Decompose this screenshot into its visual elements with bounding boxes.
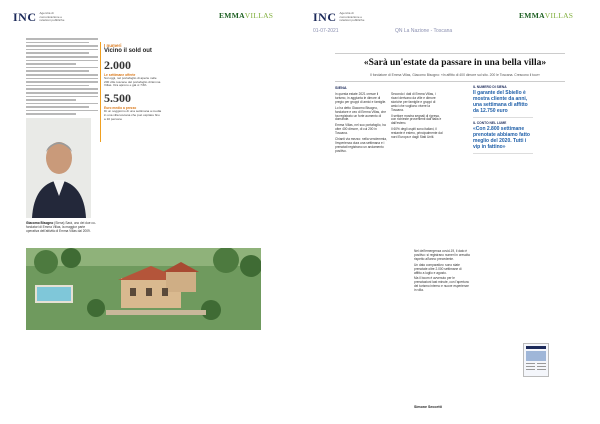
col3-para-1: Nel dell'emergenza covid-19, il dato è positivo: si registrano numeri in crescita rispetto all'anno precedente. bbox=[414, 249, 470, 261]
portrait-illustration bbox=[26, 118, 91, 218]
newspaper-thumbnail bbox=[523, 343, 549, 377]
emma-villas-logo-right bbox=[519, 11, 573, 20]
section-label: SIENA bbox=[335, 86, 347, 90]
col2-para-1: Secondo i dati di Emma Villas, i ricavi derivano da ville e dimore storiche per famiglie e gruppi di amici che vogliono vivere la Toscana. bbox=[391, 92, 436, 112]
headline-divider-bottom bbox=[335, 81, 565, 82]
article-author: Simone Seccetti bbox=[414, 405, 442, 409]
villa-illustration bbox=[26, 248, 261, 330]
brand-em-right: EM bbox=[519, 11, 532, 20]
villa-photo bbox=[26, 248, 261, 330]
col2-para-2: Il settore mostra segnali di ripresa, con richieste provenienti dall'Italia e dall'estero. bbox=[391, 113, 442, 126]
inc-logo-mark-right: INC bbox=[313, 10, 337, 24]
brand-ma-right: MA bbox=[531, 11, 545, 20]
inc-logo-mark: INC bbox=[13, 10, 37, 24]
portrait-caption bbox=[26, 222, 98, 234]
sidebar-quote-1: Il garante del Sbiello è mostra cliente da anni, una settimana di affitto da 12.750 euro bbox=[473, 90, 533, 118]
col1-para-4: Chianti via mezzo: nella vendemmia, l'esperienza dura una settimana e i prenotati registrano un andamento positivo. bbox=[335, 137, 387, 153]
col2-para-3: Il 60% degli ospiti sono italiani, il restante è estero, principalmente dal nord Europa e dagli Stati Uniti. bbox=[391, 127, 443, 140]
portrait-photo bbox=[26, 118, 91, 218]
numbers-header: I numeri bbox=[104, 43, 122, 48]
thumbnail-illustration bbox=[524, 344, 548, 376]
article-column-2 bbox=[391, 93, 443, 142]
caption-name: Giacomo Bisogno bbox=[26, 221, 54, 225]
sidebar-label-2: IL CONTO NEL LUME bbox=[473, 121, 507, 125]
inc-logo-tagline-right: Agenzia di comunicazione e relazioni pubbliche bbox=[339, 11, 365, 23]
emma-villas-logo bbox=[219, 11, 273, 20]
stat-value-2: 5.500 bbox=[104, 91, 131, 106]
col1-para-1: In questa estate 2021 cresce il turismo, in aggiunta le dimore di pregio per gruppi di amici e famiglie. bbox=[335, 92, 387, 104]
sidebar-quote-2: «Con 2.800 settimane prenotate abbiamo fatto meglio del 2020. Tutti i vip in fattino» bbox=[473, 126, 533, 154]
quote-sidebar bbox=[473, 85, 533, 157]
numbers-box bbox=[100, 42, 162, 142]
article-text-column bbox=[26, 38, 98, 117]
article-column-3 bbox=[414, 250, 470, 295]
stat-desc-2: Di un soggiorno di una settimana a media in una villa toscana che può ospitare fino a 10 persone bbox=[104, 109, 162, 121]
article-headline: «Sarà un'estate da passare in una bella villa» bbox=[363, 58, 547, 68]
sidebar-label-1: IL NUMERO DI SIENA bbox=[473, 85, 507, 89]
publication-date: 01-07-2021 bbox=[313, 28, 339, 34]
publication-source: QN La Nazione - Toscana bbox=[395, 28, 453, 34]
col1-para-3: Emma Villas, nel suo portafoglio, ha oltre 400 dimore, di cui 200 in Toscana. bbox=[335, 123, 386, 136]
col1-para-2: Lo ha detto Giacomo Bisogno, fondatore e ceo di Emma Villas, che ha registrato un forte aumento di domande. bbox=[335, 105, 386, 122]
numbers-title: Vicino il sold out bbox=[104, 48, 152, 54]
article-column-1 bbox=[335, 93, 387, 156]
caption-text: (Siena) Sarà, uno dei due co-fondatori di Emma Villas, la maggior parte operativa dell'attività di Emma Villas dal 2009. bbox=[26, 221, 96, 233]
headline-divider-top bbox=[335, 53, 565, 54]
stat-value-1: 2.000 bbox=[104, 58, 131, 72]
inc-logo bbox=[13, 10, 66, 25]
brand-em: EM bbox=[219, 11, 232, 20]
col3-para-3: Ma il boom è avvenuto per le prenotazioni last minute, con l'apertura del turismo interno e nuove esperienze in villa. bbox=[414, 276, 469, 293]
brand-villas: VILLAS bbox=[244, 11, 274, 20]
brand-villas-right: VILLAS bbox=[544, 11, 574, 20]
brand-ma: MA bbox=[231, 11, 245, 20]
stat-label-2: Euro medio a prezzo bbox=[104, 106, 137, 111]
text-lines-decorative bbox=[26, 38, 98, 115]
col3-para-2: Un dato comparativo: sono state prenotate oltre 2.000 settimane di affitto a luglio e agosto. bbox=[414, 262, 462, 275]
stat-desc-1: Sul oggi, nel portafoglio di aperte nelle 200 ville toscane del portafoglio di Emma Villas. Ora aprono e già vi 74% bbox=[104, 76, 161, 88]
inc-logo-tagline: Agenzia di comunicazione e relazioni pubbliche bbox=[39, 11, 65, 23]
article-subhead: Il fondatore di Emma Villas, Giacomo Bisogno: «In affitto di 400 dimore sul sito. 200 le Toscana. Crescono il tour» bbox=[370, 73, 540, 77]
stat-label-1: Le settimane offerte bbox=[104, 73, 136, 77]
inc-logo-right bbox=[313, 10, 366, 25]
